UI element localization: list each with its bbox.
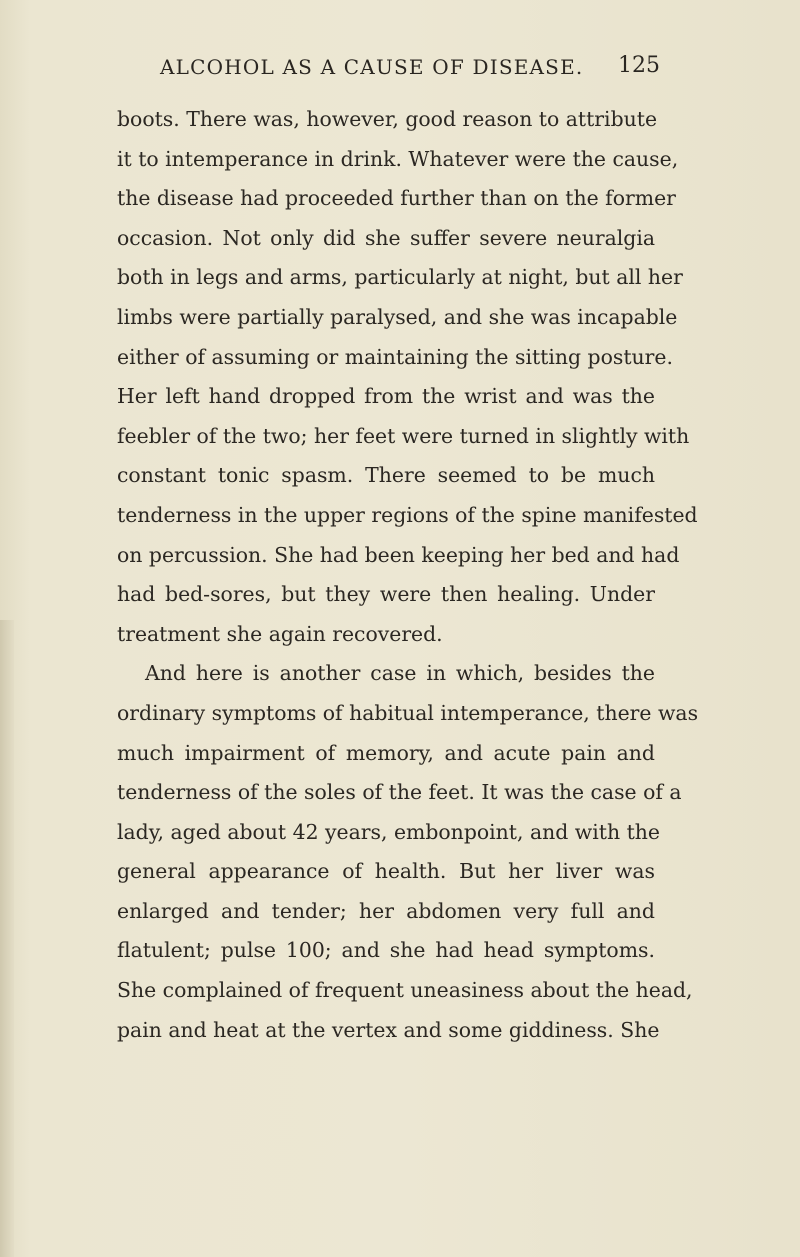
page-gutter-shadow	[0, 620, 14, 1257]
text-line: tenderness in the upper regions of the spine manifested	[117, 502, 698, 527]
text-line: had bed-sores, but they were then healing. Under	[117, 582, 655, 607]
text-line: And here is another case in which, besides the	[145, 661, 655, 686]
text-line: Her left hand dropped from the wrist and was the	[117, 384, 655, 409]
text-line: limbs were partially paralysed, and she was incapable	[117, 304, 678, 329]
page-header	[160, 55, 660, 91]
text-line: boots. There was, however, good reason to attribute	[117, 107, 658, 131]
text-line: the disease had proceeded further than on the former	[117, 186, 676, 211]
text-line: flatulent; pulse 100; and she had head symptoms.	[117, 938, 655, 963]
text-line: both in legs and arms, particularly at night, but all her	[117, 265, 683, 290]
text-line: constant tonic spasm. There seemed to be much	[117, 463, 655, 488]
text-line: pain and heat at the vertex and some giddiness. She	[117, 1017, 660, 1042]
text-line: enlarged and tender; her abdomen very full and	[117, 898, 655, 923]
text-line: either of assuming or maintaining the sitting posture.	[117, 344, 673, 369]
text-line: lady, aged about 42 years, embonpoint, and with the	[117, 819, 660, 844]
text-line: general appearance of health. But her liver was	[117, 859, 655, 884]
text-line: feebler of the two; her feet were turned in slightly with	[117, 423, 690, 448]
text-line: She complained of frequent uneasiness about the head,	[117, 978, 693, 1003]
running-head: ALCOHOL AS A CAUSE OF DISEASE.	[160, 55, 584, 79]
text-line: ordinary symptoms of habitual intemperance, there was	[117, 700, 699, 725]
body-text	[117, 100, 699, 1050]
text-line: it to intemperance in drink. Whatever were the cause,	[117, 146, 679, 171]
page-number: 125	[618, 53, 660, 78]
text-line: tenderness of the soles of the feet. It was the case of a	[117, 780, 682, 805]
text-line: occasion. Not only did she suffer severe neuralgia	[117, 225, 655, 250]
text-line: treatment she again recovered.	[117, 621, 443, 646]
text-line: much impairment of memory, and acute pain and	[117, 740, 655, 765]
text-line: on percussion. She had been keeping her bed and had	[117, 542, 680, 567]
